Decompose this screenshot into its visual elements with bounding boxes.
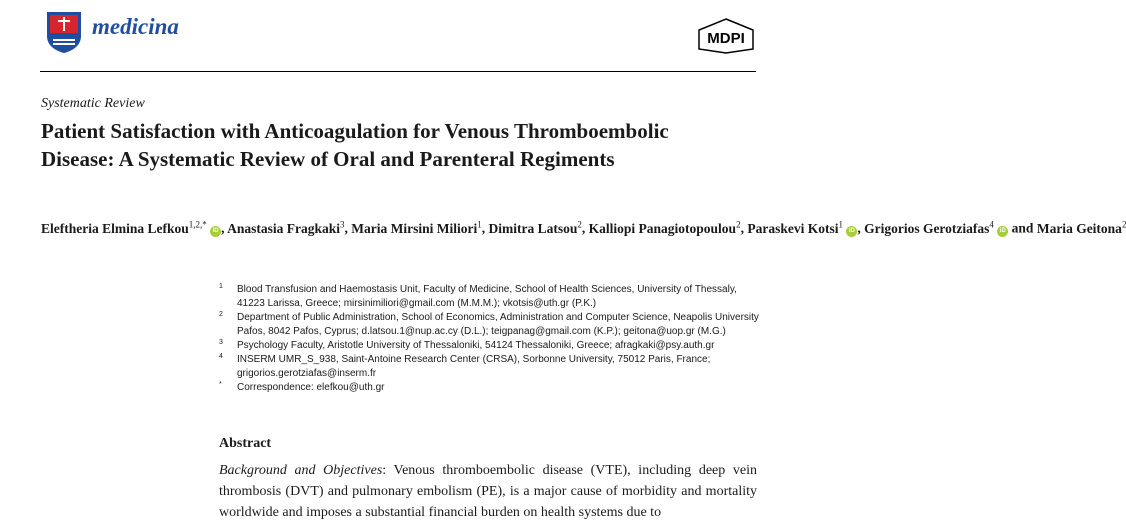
author-separator: ,	[221, 220, 228, 236]
author-name[interactable]	[351, 221, 481, 236]
affiliation-text: Department of Public Administration, School of Economics, Administration and Computer Science, Neapolis University Pafos, 8042 Pafos, Cyprus; d.latsou.1@nup.ac.cy (D.L.); teigpanag@gmail.com (K.P.); geitona@uop.gr (M.G.)	[237, 312, 759, 337]
orcid-icon[interactable]: iD	[210, 226, 221, 237]
author-affiliation-mark: 4	[989, 219, 994, 229]
affiliation-item	[219, 353, 759, 381]
medicina-logo-icon	[45, 10, 83, 54]
author-separator: ,	[857, 220, 865, 236]
orcid-icon[interactable]: iD	[997, 226, 1008, 237]
author-affiliation-mark: 1	[477, 219, 482, 229]
mdpi-logo-text: MDPI	[707, 30, 745, 47]
author-separator: ,	[481, 220, 489, 236]
affiliation-item	[219, 283, 759, 311]
article-type: Systematic Review	[41, 96, 145, 111]
author-list	[41, 213, 1126, 240]
author-name[interactable]	[1037, 221, 1126, 236]
journal-name: medicina	[92, 14, 179, 39]
author-affiliation-mark: 3	[340, 219, 345, 229]
affiliation-text: Blood Transfusion and Haemostasis Unit, Faculty of Medicine, School of Health Sciences, University of Thessaly, 41223 Larissa, Greece; mirsinimiliori@gmail.com (M.M.M.); vkotsis@uth.gr (P.K.)	[237, 284, 737, 309]
affiliation-text: INSERM UMR_S_938, Saint-Antoine Research Center (CRSA), Sorbonne University, 75012 Paris, France; grigorios.gerotziafas@inserm.fr	[237, 354, 711, 379]
author-name[interactable]	[864, 221, 1008, 236]
affiliation-item	[219, 311, 759, 339]
author-name-text: Eleftheria Elmina Lefkou	[41, 220, 189, 236]
author-affiliation-mark: 2	[736, 219, 741, 229]
affiliation-list	[219, 283, 759, 395]
affiliation-number: 1	[219, 283, 223, 290]
author-separator: ,	[581, 220, 589, 236]
orcid-icon[interactable]: iD	[846, 226, 857, 237]
author-affiliation-mark: 2	[1121, 219, 1126, 229]
author-name-text: Maria Geitona	[1036, 220, 1122, 236]
header-rule	[40, 71, 756, 72]
author-affiliation-mark: 1	[838, 219, 843, 229]
mdpi-logo-icon	[697, 18, 755, 54]
affiliation-number: 2	[219, 311, 223, 318]
author-separator: ,	[344, 220, 352, 236]
affiliation-number: 4	[219, 353, 223, 360]
author-separator: ,	[740, 220, 748, 236]
author-name-text: Paraskevi Kotsi	[747, 220, 839, 236]
abstract-label: Background and Objectives	[219, 463, 383, 478]
abstract-heading: Abstract	[219, 436, 272, 451]
author-name[interactable]	[589, 221, 741, 236]
abstract-body	[219, 460, 757, 523]
author-name[interactable]	[747, 221, 857, 236]
affiliation-text: Correspondence: elefkou@uth.gr	[237, 382, 385, 393]
author-affiliation-mark: 1,2,*	[188, 219, 207, 229]
author-name-text: Anastasia Fragkaki	[227, 220, 341, 236]
abstract-text: : Venous thromboembolic disease (VTE), including deep vein thrombosis (DVT) and pulmonary embolism (PE), is a major cause of morbidity and mortality worldwide and imposes a substantial financial burden on health systems due to	[219, 463, 757, 520]
author-affiliation-mark: 2	[577, 219, 582, 229]
affiliation-item	[219, 381, 759, 395]
article-title: Patient Satisfaction with Anticoagulation for Venous Thromboembolic Disease: A Systematic Review of Oral and Parenteral Regiments	[41, 119, 669, 171]
author-name[interactable]	[41, 221, 221, 236]
author-name-text: Maria Mirsini Miliori	[351, 220, 478, 236]
author-name[interactable]	[489, 221, 582, 236]
author-name-text: Dimitra Latsou	[488, 220, 578, 236]
author-name[interactable]	[227, 221, 344, 236]
affiliation-item	[219, 339, 759, 353]
affiliation-text: Psychology Faculty, Aristotle University of Thessaloniki, 54124 Thessaloniki, Greece; afragkaki@psy.auth.gr	[237, 340, 715, 351]
author-separator: and	[1008, 220, 1037, 236]
affiliation-number: 3	[219, 339, 223, 346]
author-name-text: Grigorios Gerotziafas	[864, 220, 990, 236]
author-name-text: Kalliopi Panagiotopoulou	[588, 220, 737, 236]
affiliation-number: *	[219, 381, 222, 388]
